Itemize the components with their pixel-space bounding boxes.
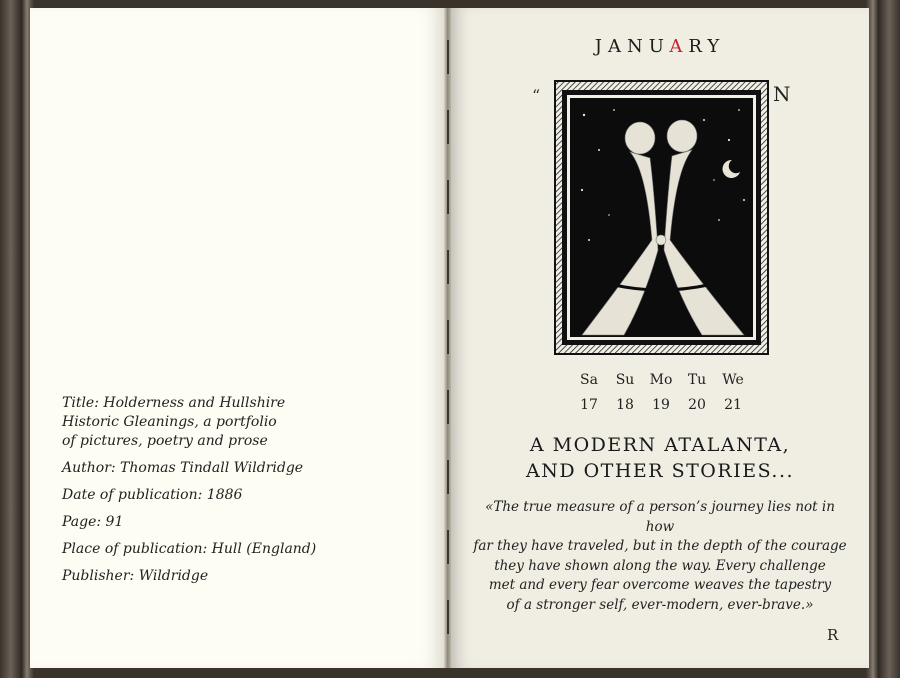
right-page (451, 8, 869, 668)
month-heading: JANUARY (594, 36, 726, 57)
weekday: Tu (687, 372, 707, 388)
binding-stitch (447, 390, 449, 424)
meta-author: Author: Thomas Tindall Wildridge (62, 460, 304, 476)
meta-page: Page: 91 (62, 514, 124, 530)
story-title: A MODERN ATALANTA, AND OTHER STORIES... (525, 434, 795, 482)
left-page (30, 8, 446, 668)
open-quote-mark: “ (532, 86, 541, 105)
page-corner-letter[interactable]: R (827, 626, 839, 644)
date-cell: 20 (688, 397, 706, 413)
weekday: Mo (649, 372, 673, 388)
date-cell: 21 (724, 397, 742, 413)
date-cell: 17 (580, 397, 598, 413)
weekday: Sa (580, 372, 598, 388)
date-cell: 19 (652, 397, 670, 413)
binding-stitch (447, 40, 449, 74)
metadata-block (62, 394, 422, 594)
month-highlight-letter: A (669, 36, 689, 57)
binding-stitch (447, 460, 449, 494)
binding-stitch (447, 110, 449, 144)
date-row (571, 397, 751, 413)
weekday: We (722, 372, 744, 388)
binding-stitch (447, 320, 449, 354)
weekday-row (571, 372, 751, 388)
decorated-initial-A-two-figures-icon (554, 80, 769, 355)
binding-stitch (447, 180, 449, 214)
meta-place: Place of publication: Hull (England) (62, 541, 317, 557)
binding-stitch (447, 530, 449, 564)
weekday: Su (615, 372, 635, 388)
binding-stitch (447, 600, 449, 634)
initial-letter-n: N (773, 82, 791, 106)
meta-publisher: Publisher: Wildridge (62, 568, 209, 584)
binding-stitch (447, 250, 449, 284)
meta-title: Title: Holderness and Hullshire Historic Gleanings, a portfolio of pictures, poetry and prose (62, 395, 286, 449)
quote-text: «The true measure of a person’s journey lies not in how far they have traveled, but in the depth of the courage they have shown along the way. Every challenge met and every fear overcome weaves the tapestry of a stronger self, ever-modern, ever-brave.» (473, 499, 847, 613)
meta-date: Date of publication: 1886 (62, 487, 243, 503)
date-cell: 18 (616, 397, 634, 413)
